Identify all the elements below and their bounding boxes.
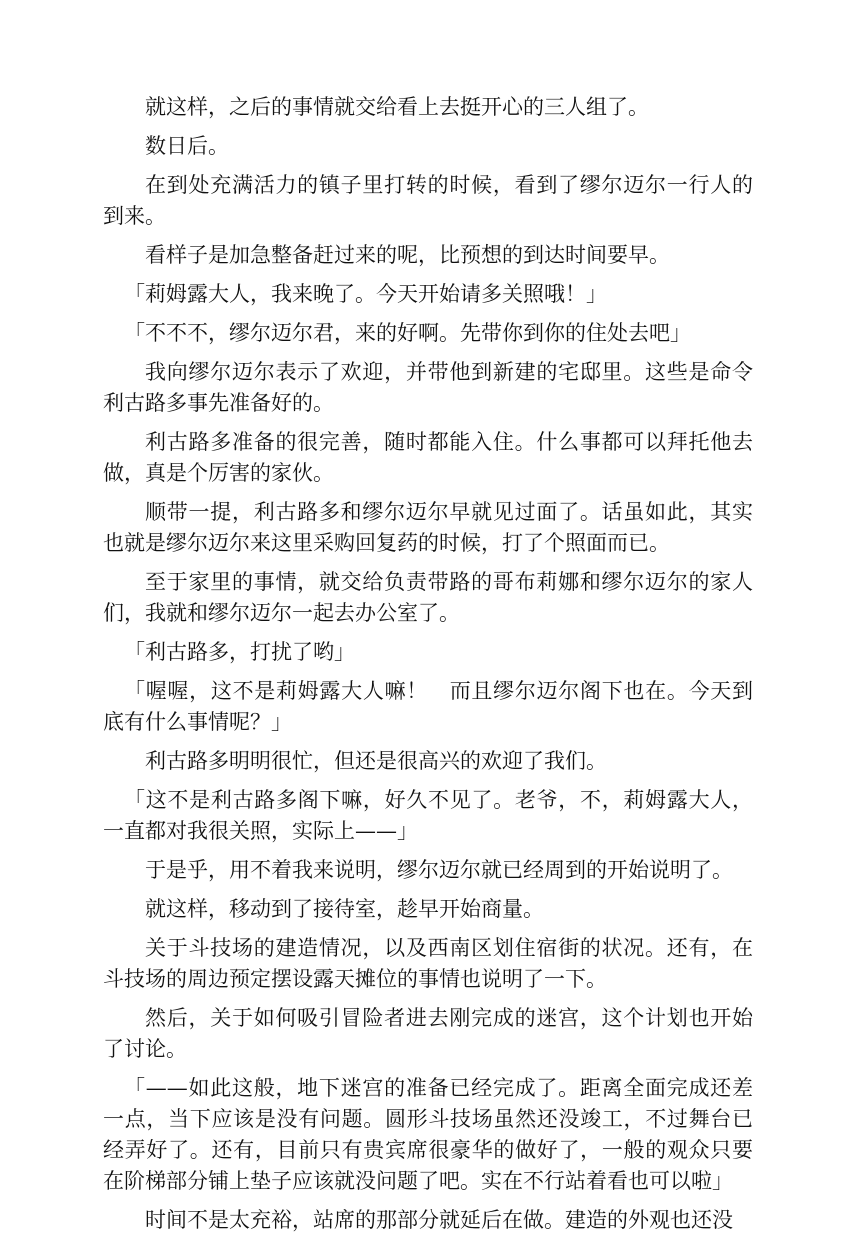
paragraph-14: 时间不是太充裕，站席的那部分就延后在做。建造的外观也还没 (145, 1208, 733, 1232)
paragraph-1: 就这样，之后的事情就交给看上去挺开心的三人组了。 (145, 95, 649, 119)
paragraph-2: 数日后。 (145, 134, 229, 158)
dialogue-5: 「这不是利古路多阁下嘛，好久不见了。老爷，不，莉姆露大人，一直都对我很关照，实际上——」 (103, 788, 753, 843)
paragraph-3: 在到处充满活力的镇子里打转的时候，看到了缪尔迈尔一行人的到来。 (103, 173, 753, 228)
paragraph-8: 至于家里的事情，就交给负责带路的哥布莉娜和缪尔迈尔的家人们，我就和缪尔迈尔一起去办公室了。 (103, 570, 753, 625)
dialogue-4: 「喔喔，这不是莉姆露大人嘛！ 而且缪尔迈尔阁下也在。今天到底有什么事情呢？」 (103, 679, 753, 734)
dialogue-2: 「不不不，缪尔迈尔君，来的好啊。先带你到你的住处去吧」 (124, 321, 691, 345)
paragraph-7: 顺带一提，利古路多和缪尔迈尔早就见过面了。话虽如此，其实也就是缪尔迈尔来这里采购回复药的时候，打了个照面而已。 (103, 500, 753, 555)
paragraph-10: 于是乎，用不着我来说明，缪尔迈尔就已经周到的开始说明了。 (145, 858, 733, 882)
paragraph-6: 利古路多准备的很完善，随时都能入住。什么事都可以拜托他去做，真是个厉害的家伙。 (103, 430, 753, 485)
paragraph-11: 就这样，移动到了接待室，趁早开始商量。 (145, 897, 544, 921)
paragraph-13: 然后，关于如何吸引冒险者进去刚完成的迷宫，这个计划也开始了讨论。 (103, 1006, 753, 1061)
dialogue-3: 「利古路多，打扰了哟」 (124, 640, 355, 664)
dialogue-6: 「——如此这般，地下迷宫的准备已经完成了。距离全面完成还差一点，当下应该是没有问题。圆形斗技场虽然还没竣工，不过舞台已经弄好了。还有，目前只有贵宾席很豪华的做好了，一般的观众只要在阶梯部分铺上垫子应该就没问题了吧。实在不行站着看也可以啦」 (103, 1076, 753, 1193)
paragraph-9: 利古路多明明很忙，但还是很高兴的欢迎了我们。 (145, 749, 607, 773)
paragraph-4: 看样子是加急整备赶过来的呢，比预想的到达时间要早。 (145, 243, 670, 267)
paragraph-5: 我向缪尔迈尔表示了欢迎，并带他到新建的宅邸里。这些是命令利古路多事先准备好的。 (103, 360, 753, 415)
document-page (103, 92, 753, 1244)
paragraph-12: 关于斗技场的建造情况，以及西南区划住宿街的状况。还有，在斗技场的周边预定摆设露天摊位的事情也说明了一下。 (103, 936, 753, 991)
dialogue-1: 「莉姆露大人，我来晚了。今天开始请多关照哦！」 (124, 282, 607, 306)
